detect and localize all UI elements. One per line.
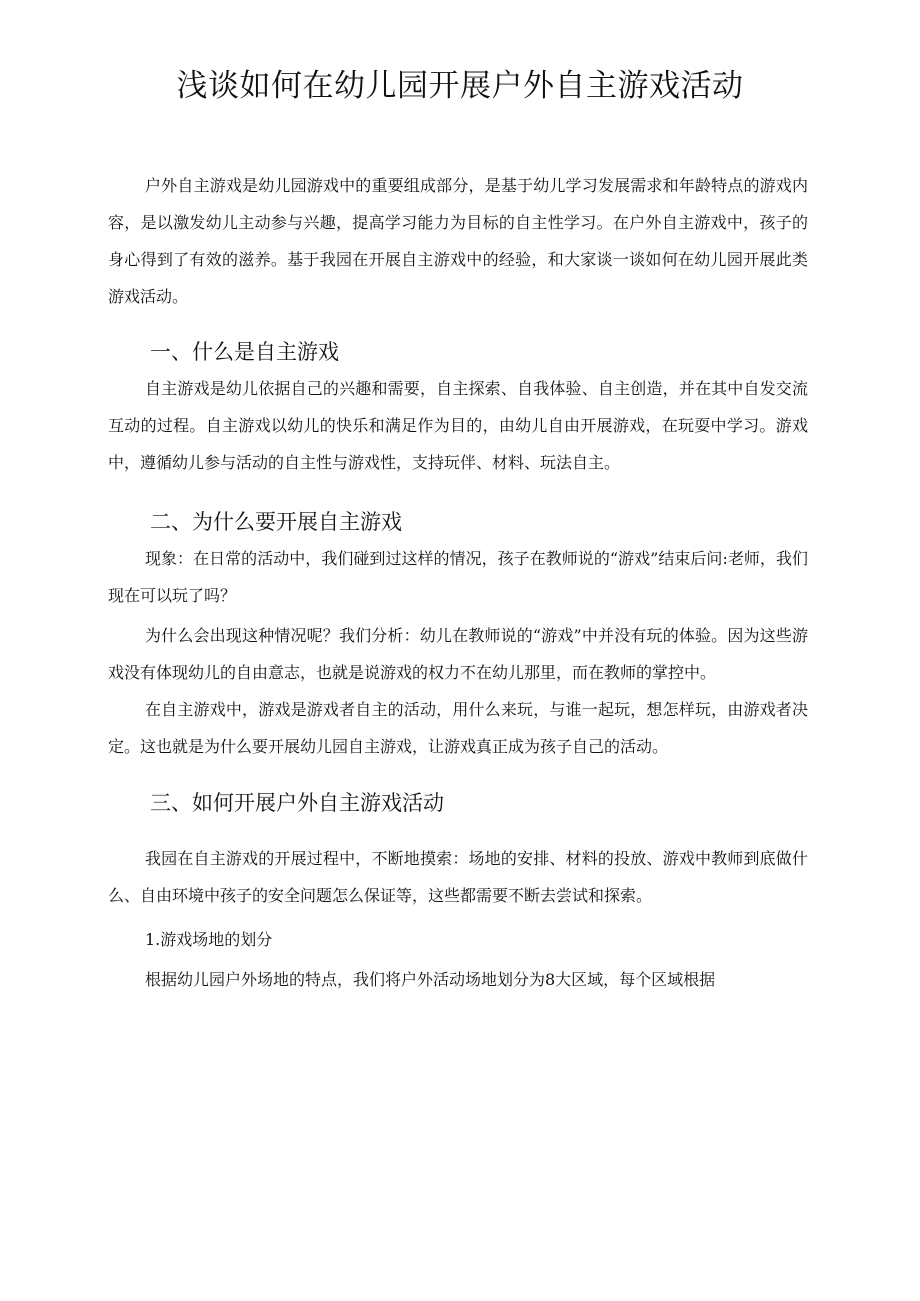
section-2-paragraph-1: 现象：在日常的活动中，我们碰到过这样的情况，孩子在教师说的“游戏”结束后问:老师，我们现在可以玩了吗？ bbox=[108, 549, 808, 605]
intro-paragraph: 户外自主游戏是幼儿园游戏中的重要组成部分，是基于幼儿学习发展需求和年龄特点的游戏内容，是以激发幼儿主动参与兴趣，提高学习能力为目标的自主性学习。在户外自主游戏中，孩子的身心得到了有效的滋养。基于我园在开展自主游戏中的经验，和大家谈一谈如何在幼儿园开展此类游戏活动。 bbox=[108, 176, 808, 306]
section-3-paragraph-1: 我园在自主游戏的开展过程中，不断地摸索：场地的安排、材料的投放、游戏中教师到底做什么、自由环境中孩子的安全问题怎么保证等，这些都需要不断去尝试和探索。 bbox=[108, 849, 808, 905]
subsection-1-heading: 1.游戏场地的划分 bbox=[145, 930, 273, 949]
section-3-heading: 三、如何开展户外自主游戏活动 bbox=[150, 791, 444, 815]
section-3-paragraph-2: 根据幼儿园户外场地的特点，我们将户外活动场地划分为8大区域，每个区域根据 bbox=[145, 970, 716, 989]
section-1-paragraph: 自主游戏是幼儿依据自己的兴趣和需要，自主探索、自我体验、自主创造，并在其中自发交流互动的过程。自主游戏以幼儿的快乐和满足作为目的，由幼儿自由开展游戏，在玩耍中学习。游戏中，遵循幼儿参与活动的自主性与游戏性，支持玩伴、材料、玩法自主。 bbox=[108, 379, 808, 472]
document-title: 浅谈如何在幼儿园开展户外自主游戏活动 bbox=[176, 68, 744, 104]
section-2-paragraph-2: 为什么会出现这种情况呢？我们分析：幼儿在教师说的“游戏”中并没有玩的体验。因为这些游戏没有体现幼儿的自由意志，也就是说游戏的权力不在幼儿那里，而在教师的掌控中。 bbox=[108, 626, 808, 682]
section-2-heading: 二、为什么要开展自主游戏 bbox=[150, 510, 402, 534]
section-2-paragraph-3: 在自主游戏中，游戏是游戏者自主的活动，用什么来玩，与谁一起玩，想怎样玩，由游戏者决定。这也就是为什么要开展幼儿园自主游戏，让游戏真正成为孩子自己的活动。 bbox=[108, 700, 808, 756]
section-1-heading: 一、什么是自主游戏 bbox=[150, 340, 339, 364]
